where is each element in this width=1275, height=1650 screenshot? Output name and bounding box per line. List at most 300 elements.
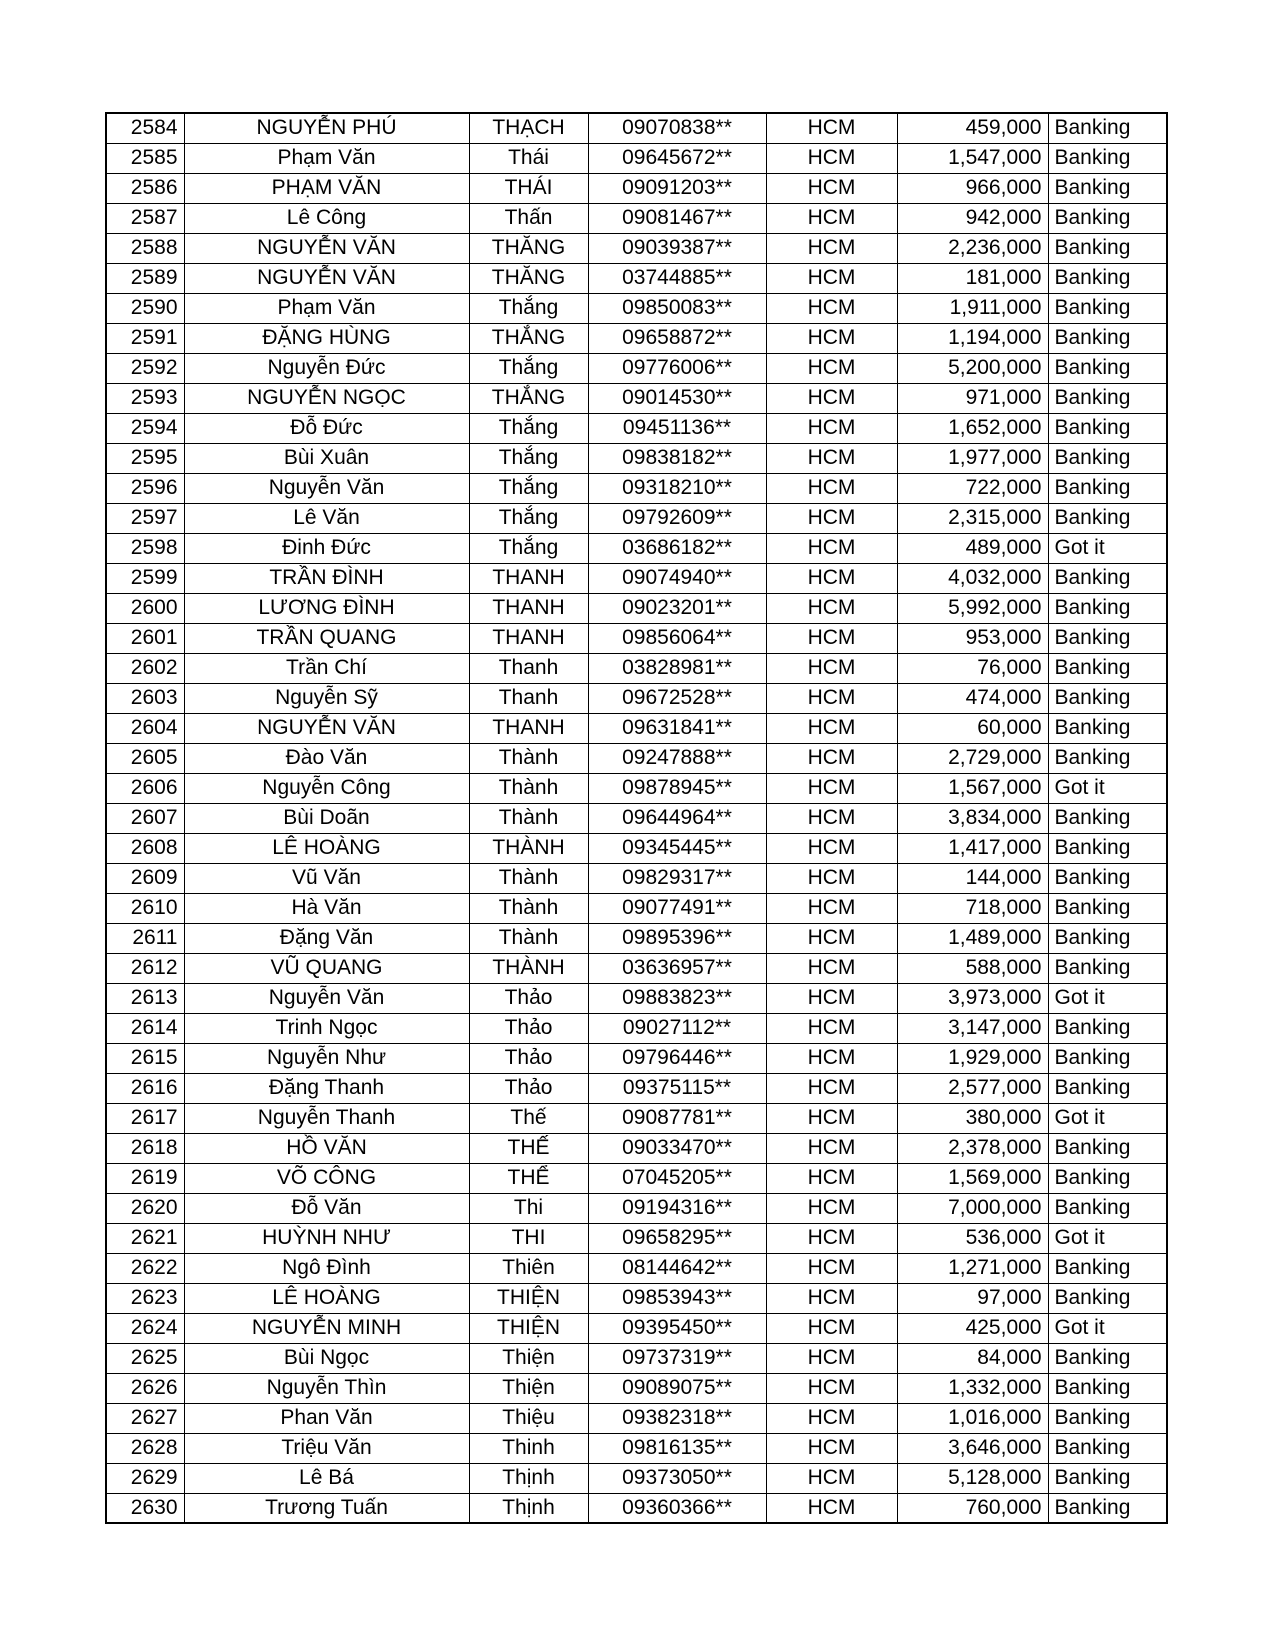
- phone-cell: 09850083**: [588, 293, 766, 323]
- table-row: [106, 953, 1167, 983]
- row-number-cell: 2627: [106, 1403, 184, 1433]
- amount-cell: 1,332,000: [897, 1373, 1048, 1403]
- row-number-cell: 2599: [106, 563, 184, 593]
- amount-cell: 1,567,000: [897, 773, 1048, 803]
- first-name-cell: Thắng: [469, 533, 588, 563]
- city-cell: HCM: [766, 623, 897, 653]
- payment-method-cell: Banking: [1048, 1043, 1167, 1073]
- row-number-cell: 2608: [106, 833, 184, 863]
- row-number-cell: 2618: [106, 1133, 184, 1163]
- payment-method-cell: Banking: [1048, 1283, 1167, 1313]
- amount-cell: 181,000: [897, 263, 1048, 293]
- table-row: [106, 923, 1167, 953]
- row-number-cell: 2607: [106, 803, 184, 833]
- phone-cell: 03744885**: [588, 263, 766, 293]
- row-number-cell: 2620: [106, 1193, 184, 1223]
- first-name-cell: THÀNH: [469, 833, 588, 863]
- phone-cell: 09658295**: [588, 1223, 766, 1253]
- city-cell: HCM: [766, 1433, 897, 1463]
- payment-method-cell: Banking: [1048, 593, 1167, 623]
- table-row: [106, 1463, 1167, 1493]
- phone-cell: 09816135**: [588, 1433, 766, 1463]
- table-row: [106, 653, 1167, 683]
- amount-cell: 1,489,000: [897, 923, 1048, 953]
- city-cell: HCM: [766, 503, 897, 533]
- last-name-cell: Lê Công: [184, 203, 469, 233]
- row-number-cell: 2598: [106, 533, 184, 563]
- phone-cell: 09658872**: [588, 323, 766, 353]
- last-name-cell: Bùi Xuân: [184, 443, 469, 473]
- amount-cell: 2,729,000: [897, 743, 1048, 773]
- first-name-cell: Thái: [469, 143, 588, 173]
- city-cell: HCM: [766, 1073, 897, 1103]
- payment-method-cell: Banking: [1048, 473, 1167, 503]
- first-name-cell: Thắng: [469, 413, 588, 443]
- row-number-cell: 2586: [106, 173, 184, 203]
- row-number-cell: 2626: [106, 1373, 184, 1403]
- last-name-cell: Phạm Văn: [184, 293, 469, 323]
- city-cell: HCM: [766, 413, 897, 443]
- row-number-cell: 2628: [106, 1433, 184, 1463]
- first-name-cell: Thắng: [469, 473, 588, 503]
- payment-method-cell: Banking: [1048, 353, 1167, 383]
- city-cell: HCM: [766, 863, 897, 893]
- row-number-cell: 2606: [106, 773, 184, 803]
- last-name-cell: NGUYỄN VĂN: [184, 233, 469, 263]
- row-number-cell: 2591: [106, 323, 184, 353]
- last-name-cell: NGUYỄN VĂN: [184, 713, 469, 743]
- city-cell: HCM: [766, 923, 897, 953]
- payment-method-cell: Banking: [1048, 1013, 1167, 1043]
- first-name-cell: Thảo: [469, 983, 588, 1013]
- amount-cell: 3,973,000: [897, 983, 1048, 1013]
- last-name-cell: Phan Văn: [184, 1403, 469, 1433]
- row-number-cell: 2611: [106, 923, 184, 953]
- row-number-cell: 2621: [106, 1223, 184, 1253]
- last-name-cell: VŨ QUANG: [184, 953, 469, 983]
- row-number-cell: 2610: [106, 893, 184, 923]
- last-name-cell: Đào Văn: [184, 743, 469, 773]
- row-number-cell: 2605: [106, 743, 184, 773]
- amount-cell: 1,547,000: [897, 143, 1048, 173]
- payment-method-cell: Banking: [1048, 1253, 1167, 1283]
- table-row: [106, 1193, 1167, 1223]
- payment-method-cell: Banking: [1048, 203, 1167, 233]
- table-row: [106, 623, 1167, 653]
- payment-method-cell: Banking: [1048, 863, 1167, 893]
- table-row: [106, 1313, 1167, 1343]
- first-name-cell: Thành: [469, 923, 588, 953]
- phone-cell: 07045205**: [588, 1163, 766, 1193]
- city-cell: HCM: [766, 113, 897, 143]
- phone-cell: 09247888**: [588, 743, 766, 773]
- city-cell: HCM: [766, 743, 897, 773]
- last-name-cell: LƯƠNG ĐÌNH: [184, 593, 469, 623]
- last-name-cell: ĐẶNG HÙNG: [184, 323, 469, 353]
- city-cell: HCM: [766, 233, 897, 263]
- city-cell: HCM: [766, 203, 897, 233]
- city-cell: HCM: [766, 983, 897, 1013]
- first-name-cell: Thinh: [469, 1433, 588, 1463]
- table-row: [106, 1073, 1167, 1103]
- row-number-cell: 2594: [106, 413, 184, 443]
- row-number-cell: 2625: [106, 1343, 184, 1373]
- first-name-cell: Thắng: [469, 443, 588, 473]
- city-cell: HCM: [766, 263, 897, 293]
- phone-cell: 09895396**: [588, 923, 766, 953]
- row-number-cell: 2619: [106, 1163, 184, 1193]
- city-cell: HCM: [766, 1223, 897, 1253]
- last-name-cell: Nguyễn Đức: [184, 353, 469, 383]
- first-name-cell: Thành: [469, 743, 588, 773]
- table-row: [106, 803, 1167, 833]
- city-cell: HCM: [766, 533, 897, 563]
- phone-cell: 09039387**: [588, 233, 766, 263]
- amount-cell: 942,000: [897, 203, 1048, 233]
- last-name-cell: TRẦN ĐÌNH: [184, 563, 469, 593]
- first-name-cell: THÁI: [469, 173, 588, 203]
- phone-cell: 09375115**: [588, 1073, 766, 1103]
- table-row: [106, 1253, 1167, 1283]
- payment-method-cell: Banking: [1048, 623, 1167, 653]
- table-row: [106, 413, 1167, 443]
- amount-cell: 718,000: [897, 893, 1048, 923]
- phone-cell: 03686182**: [588, 533, 766, 563]
- payment-method-cell: Banking: [1048, 1343, 1167, 1373]
- table-row: [106, 983, 1167, 1013]
- first-name-cell: Thành: [469, 803, 588, 833]
- last-name-cell: Đặng Văn: [184, 923, 469, 953]
- first-name-cell: Thắng: [469, 353, 588, 383]
- city-cell: HCM: [766, 1193, 897, 1223]
- payment-method-cell: Banking: [1048, 413, 1167, 443]
- amount-cell: 1,016,000: [897, 1403, 1048, 1433]
- amount-cell: 3,147,000: [897, 1013, 1048, 1043]
- table-row: [106, 1223, 1167, 1253]
- amount-cell: 1,977,000: [897, 443, 1048, 473]
- payment-method-cell: Banking: [1048, 743, 1167, 773]
- table-row: [106, 203, 1167, 233]
- last-name-cell: PHẠM VĂN: [184, 173, 469, 203]
- first-name-cell: THÀNH: [469, 953, 588, 983]
- last-name-cell: Nguyễn Thìn: [184, 1373, 469, 1403]
- last-name-cell: LÊ HOÀNG: [184, 833, 469, 863]
- payment-method-cell: Got it: [1048, 1223, 1167, 1253]
- row-number-cell: 2595: [106, 443, 184, 473]
- last-name-cell: NGUYỄN MINH: [184, 1313, 469, 1343]
- phone-cell: 09345445**: [588, 833, 766, 863]
- first-name-cell: THIỆN: [469, 1313, 588, 1343]
- city-cell: HCM: [766, 563, 897, 593]
- payment-method-cell: Banking: [1048, 1403, 1167, 1433]
- table-row: [106, 443, 1167, 473]
- last-name-cell: Bùi Doãn: [184, 803, 469, 833]
- first-name-cell: THẮNG: [469, 323, 588, 353]
- phone-cell: 09856064**: [588, 623, 766, 653]
- amount-cell: 1,569,000: [897, 1163, 1048, 1193]
- last-name-cell: Đỗ Văn: [184, 1193, 469, 1223]
- amount-cell: 1,417,000: [897, 833, 1048, 863]
- last-name-cell: Nguyễn Sỹ: [184, 683, 469, 713]
- city-cell: HCM: [766, 1283, 897, 1313]
- city-cell: HCM: [766, 683, 897, 713]
- first-name-cell: Thiệu: [469, 1403, 588, 1433]
- phone-cell: 09027112**: [588, 1013, 766, 1043]
- amount-cell: 536,000: [897, 1223, 1048, 1253]
- amount-cell: 971,000: [897, 383, 1048, 413]
- amount-cell: 5,992,000: [897, 593, 1048, 623]
- payment-method-cell: Banking: [1048, 833, 1167, 863]
- phone-cell: 09645672**: [588, 143, 766, 173]
- phone-cell: 09382318**: [588, 1403, 766, 1433]
- phone-cell: 09081467**: [588, 203, 766, 233]
- amount-cell: 7,000,000: [897, 1193, 1048, 1223]
- first-name-cell: THANH: [469, 623, 588, 653]
- payment-method-cell: Banking: [1048, 113, 1167, 143]
- phone-cell: 09194316**: [588, 1193, 766, 1223]
- first-name-cell: Thảo: [469, 1013, 588, 1043]
- table-row: [106, 533, 1167, 563]
- row-number-cell: 2612: [106, 953, 184, 983]
- last-name-cell: Trương Tuấn: [184, 1493, 469, 1523]
- first-name-cell: Thảo: [469, 1073, 588, 1103]
- payment-method-cell: Banking: [1048, 233, 1167, 263]
- row-number-cell: 2588: [106, 233, 184, 263]
- table-row: [106, 323, 1167, 353]
- first-name-cell: THĂNG: [469, 263, 588, 293]
- city-cell: HCM: [766, 1403, 897, 1433]
- phone-cell: 09631841**: [588, 713, 766, 743]
- first-name-cell: THẮNG: [469, 383, 588, 413]
- phone-cell: 03828981**: [588, 653, 766, 683]
- city-cell: HCM: [766, 443, 897, 473]
- city-cell: HCM: [766, 833, 897, 863]
- city-cell: HCM: [766, 383, 897, 413]
- amount-cell: 1,911,000: [897, 293, 1048, 323]
- first-name-cell: Thành: [469, 863, 588, 893]
- row-number-cell: 2602: [106, 653, 184, 683]
- first-name-cell: Thắng: [469, 293, 588, 323]
- first-name-cell: THANH: [469, 563, 588, 593]
- last-name-cell: Nguyễn Như: [184, 1043, 469, 1073]
- first-name-cell: THANH: [469, 593, 588, 623]
- table-row: [106, 383, 1167, 413]
- amount-cell: 459,000: [897, 113, 1048, 143]
- row-number-cell: 2604: [106, 713, 184, 743]
- row-number-cell: 2597: [106, 503, 184, 533]
- payout-table-body: [106, 113, 1167, 1523]
- table-row: [106, 473, 1167, 503]
- table-row: [106, 1163, 1167, 1193]
- row-number-cell: 2603: [106, 683, 184, 713]
- amount-cell: 2,577,000: [897, 1073, 1048, 1103]
- table-row: [106, 1283, 1167, 1313]
- amount-cell: 60,000: [897, 713, 1048, 743]
- city-cell: HCM: [766, 1163, 897, 1193]
- first-name-cell: Thành: [469, 893, 588, 923]
- phone-cell: 09776006**: [588, 353, 766, 383]
- city-cell: HCM: [766, 143, 897, 173]
- payment-method-cell: Banking: [1048, 143, 1167, 173]
- amount-cell: 76,000: [897, 653, 1048, 683]
- amount-cell: 966,000: [897, 173, 1048, 203]
- phone-cell: 09829317**: [588, 863, 766, 893]
- amount-cell: 1,194,000: [897, 323, 1048, 353]
- last-name-cell: TRẦN QUANG: [184, 623, 469, 653]
- amount-cell: 722,000: [897, 473, 1048, 503]
- phone-cell: 09878945**: [588, 773, 766, 803]
- amount-cell: 425,000: [897, 1313, 1048, 1343]
- phone-cell: 09796446**: [588, 1043, 766, 1073]
- amount-cell: 3,646,000: [897, 1433, 1048, 1463]
- phone-cell: 03636957**: [588, 953, 766, 983]
- city-cell: HCM: [766, 713, 897, 743]
- phone-cell: 08144642**: [588, 1253, 766, 1283]
- phone-cell: 09373050**: [588, 1463, 766, 1493]
- amount-cell: 953,000: [897, 623, 1048, 653]
- last-name-cell: NGUYỄN NGỌC: [184, 383, 469, 413]
- amount-cell: 588,000: [897, 953, 1048, 983]
- payment-method-cell: Banking: [1048, 1463, 1167, 1493]
- table-row: [106, 503, 1167, 533]
- phone-cell: 09672528**: [588, 683, 766, 713]
- city-cell: HCM: [766, 1343, 897, 1373]
- last-name-cell: Triệu Văn: [184, 1433, 469, 1463]
- first-name-cell: THANH: [469, 713, 588, 743]
- row-number-cell: 2623: [106, 1283, 184, 1313]
- table-row: [106, 683, 1167, 713]
- table-row: [106, 143, 1167, 173]
- first-name-cell: Thảo: [469, 1043, 588, 1073]
- amount-cell: 2,378,000: [897, 1133, 1048, 1163]
- phone-cell: 09070838**: [588, 113, 766, 143]
- payment-method-cell: Banking: [1048, 713, 1167, 743]
- payment-method-cell: Banking: [1048, 1073, 1167, 1103]
- payment-method-cell: Got it: [1048, 1313, 1167, 1343]
- amount-cell: 84,000: [897, 1343, 1048, 1373]
- phone-cell: 09077491**: [588, 893, 766, 923]
- amount-cell: 2,236,000: [897, 233, 1048, 263]
- payment-method-cell: Banking: [1048, 1133, 1167, 1163]
- table-row: [106, 563, 1167, 593]
- city-cell: HCM: [766, 1463, 897, 1493]
- city-cell: HCM: [766, 953, 897, 983]
- table-row: [106, 1043, 1167, 1073]
- first-name-cell: THIỆN: [469, 1283, 588, 1313]
- last-name-cell: Ngô Đình: [184, 1253, 469, 1283]
- payment-method-cell: Banking: [1048, 1373, 1167, 1403]
- city-cell: HCM: [766, 1133, 897, 1163]
- row-number-cell: 2614: [106, 1013, 184, 1043]
- amount-cell: 760,000: [897, 1493, 1048, 1523]
- amount-cell: 5,128,000: [897, 1463, 1048, 1493]
- payment-method-cell: Banking: [1048, 503, 1167, 533]
- first-name-cell: Thắng: [469, 503, 588, 533]
- payment-method-cell: Banking: [1048, 1433, 1167, 1463]
- first-name-cell: THẾ: [469, 1133, 588, 1163]
- row-number-cell: 2601: [106, 623, 184, 653]
- first-name-cell: Thiên: [469, 1253, 588, 1283]
- phone-cell: 09395450**: [588, 1313, 766, 1343]
- row-number-cell: 2600: [106, 593, 184, 623]
- amount-cell: 489,000: [897, 533, 1048, 563]
- first-name-cell: Thiện: [469, 1343, 588, 1373]
- payment-method-cell: Banking: [1048, 1493, 1167, 1523]
- payment-method-cell: Banking: [1048, 1163, 1167, 1193]
- phone-cell: 09451136**: [588, 413, 766, 443]
- table-row: [106, 713, 1167, 743]
- city-cell: HCM: [766, 1103, 897, 1133]
- city-cell: HCM: [766, 323, 897, 353]
- city-cell: HCM: [766, 653, 897, 683]
- row-number-cell: 2615: [106, 1043, 184, 1073]
- amount-cell: 5,200,000: [897, 353, 1048, 383]
- city-cell: HCM: [766, 353, 897, 383]
- row-number-cell: 2585: [106, 143, 184, 173]
- city-cell: HCM: [766, 803, 897, 833]
- last-name-cell: Đặng Thanh: [184, 1073, 469, 1103]
- last-name-cell: HUỲNH NHƯ: [184, 1223, 469, 1253]
- city-cell: HCM: [766, 473, 897, 503]
- phone-cell: 09737319**: [588, 1343, 766, 1373]
- phone-cell: 09033470**: [588, 1133, 766, 1163]
- table-row: [106, 1373, 1167, 1403]
- payment-method-cell: Banking: [1048, 263, 1167, 293]
- payment-method-cell: Banking: [1048, 383, 1167, 413]
- payment-method-cell: Banking: [1048, 443, 1167, 473]
- table-row: [106, 773, 1167, 803]
- city-cell: HCM: [766, 1043, 897, 1073]
- payment-method-cell: Got it: [1048, 533, 1167, 563]
- table-row: [106, 1343, 1167, 1373]
- first-name-cell: Thành: [469, 773, 588, 803]
- last-name-cell: Phạm Văn: [184, 143, 469, 173]
- row-number-cell: 2587: [106, 203, 184, 233]
- table-row: [106, 233, 1167, 263]
- table-row: [106, 173, 1167, 203]
- last-name-cell: Bùi Ngọc: [184, 1343, 469, 1373]
- last-name-cell: Nguyễn Văn: [184, 473, 469, 503]
- row-number-cell: 2609: [106, 863, 184, 893]
- amount-cell: 2,315,000: [897, 503, 1048, 533]
- last-name-cell: VÕ CÔNG: [184, 1163, 469, 1193]
- last-name-cell: LÊ HOÀNG: [184, 1283, 469, 1313]
- last-name-cell: Nguyễn Công: [184, 773, 469, 803]
- payment-method-cell: Banking: [1048, 683, 1167, 713]
- first-name-cell: THĂNG: [469, 233, 588, 263]
- phone-cell: 09087781**: [588, 1103, 766, 1133]
- phone-cell: 09023201**: [588, 593, 766, 623]
- row-number-cell: 2622: [106, 1253, 184, 1283]
- phone-cell: 09089075**: [588, 1373, 766, 1403]
- last-name-cell: Trần Chí: [184, 653, 469, 683]
- last-name-cell: Hà Văn: [184, 893, 469, 923]
- row-number-cell: 2617: [106, 1103, 184, 1133]
- payment-method-cell: Banking: [1048, 893, 1167, 923]
- city-cell: HCM: [766, 293, 897, 323]
- row-number-cell: 2613: [106, 983, 184, 1013]
- first-name-cell: Thiện: [469, 1373, 588, 1403]
- table-row: [106, 893, 1167, 923]
- payment-method-cell: Got it: [1048, 1103, 1167, 1133]
- first-name-cell: THỂ: [469, 1163, 588, 1193]
- payment-method-cell: Got it: [1048, 773, 1167, 803]
- row-number-cell: 2589: [106, 263, 184, 293]
- amount-cell: 474,000: [897, 683, 1048, 713]
- row-number-cell: 2616: [106, 1073, 184, 1103]
- first-name-cell: Thanh: [469, 653, 588, 683]
- amount-cell: 144,000: [897, 863, 1048, 893]
